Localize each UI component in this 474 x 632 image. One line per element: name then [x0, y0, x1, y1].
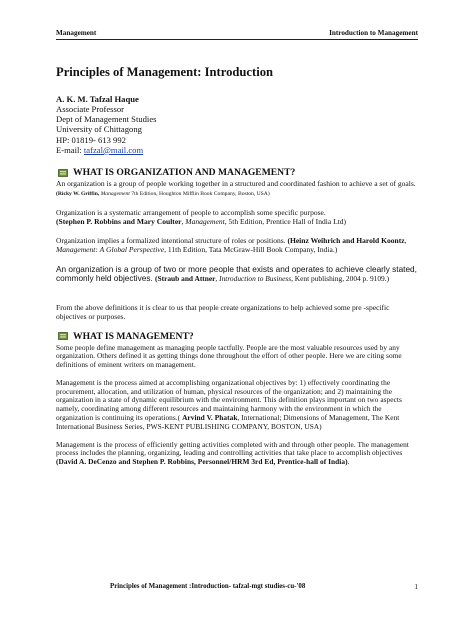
footer-text: Principles of Management :Introduction- tafzal-mgt studies-cu-'08 — [110, 583, 306, 590]
citation-rest: , 5th Edition, Prentice Hall of India Ltd) — [224, 216, 347, 226]
citation-rest: , International; Dimensions of Management, The Kent International Business Series, PWS-KENT PUBLISHING COMPANY, BOSTON, USA) — [56, 413, 400, 431]
paragraph-text: Management is the process aimed at accomplishing organizational objectives by: 1) effectively coordinating the procurement, allocation, and utilization of human, physical resources of the organization; and 2) maintaining the organization in a state of dynamic equilibrium with the environment. This definition plays important on two aspects namely, coordinating among different resources and maintaining harmony with the environment in which the organization is continuing its operations.( — [56, 377, 402, 423]
section-heading-management — [56, 331, 418, 342]
citation-rest: , 11th Edition, Tata McGraw-Hill Book Company, India.) — [164, 244, 338, 254]
author-email-line — [56, 145, 418, 155]
page-number: 1 — [414, 583, 418, 591]
citation-title: , Management: A Global Perspective — [56, 235, 407, 254]
citation-author: (Ricky W. Griffin, — [56, 190, 101, 197]
citation-author: (David A. DeCenzo and Stephen P. Robbins, Personnel/HRM 3rd Ed, Prentice-hall of India) — [56, 457, 348, 467]
paragraph-org-def-3 — [56, 237, 418, 255]
email-link[interactable]: tafzal@mail.com — [83, 144, 144, 155]
running-header-left: Management — [56, 29, 97, 37]
header-rule — [56, 39, 418, 40]
citation-author: Arvind V. Phatak — [182, 413, 238, 423]
author-position: Associate Professor — [56, 104, 125, 115]
paragraph-text: An organization is a group of two or more people that exists and operates to achieve clearly stated, commonly held objectives. — [56, 264, 417, 284]
paragraph-org-def-4 — [56, 265, 418, 284]
citation-author: (Heinz Weihrich and Harold Koontz — [287, 235, 405, 245]
paragraph-mgmt-intro: Some people define management as managing people tactfully. People are the most valuable resources used by any organization. Others defined it as getting things done throughout the effort of other people. Here we are citing some definitions of eminent writers on management. — [56, 342, 402, 370]
page-title: Principles of Management: Introduction — [56, 65, 273, 79]
citation-title: , Introduction to Business — [215, 274, 292, 284]
email-label: E-mail: — [56, 144, 84, 155]
paragraph-org-summary: From the above definitions it is clear to us that people create organizations to help achieved some pre -specific objectives or purposes. — [56, 302, 390, 321]
citation-title: , Management — [181, 216, 225, 226]
author-name: A. K. M. Tafzal Haque — [56, 93, 139, 104]
paragraph-text: An organization is a group of people working together in a structured and coordinated fashion to achieve a set of goals. — [56, 179, 416, 189]
citation-rest: , Kent publishing, 2004 p. 9109.) — [291, 274, 390, 284]
paragraph-end: . — [347, 457, 350, 467]
author-phone: HP: 01819- 613 992 — [56, 134, 126, 145]
running-header-right: Introduction to Management — [329, 29, 418, 37]
citation-title: Management — [100, 190, 130, 197]
citation-rest: th Edition, Houghton Mifflin Book Company, Boston, USA) — [134, 190, 270, 197]
citation-author: (Straub and Attner — [155, 274, 216, 284]
author-dept: Dept of Management Studies — [56, 114, 157, 125]
paragraph-org-def-2 — [56, 209, 418, 227]
paragraph-text: Organization is a systematic arrangement of people to accomplish some specific purpose. — [56, 207, 326, 217]
bullet-square-icon — [58, 169, 68, 177]
citation-edition: 7 — [129, 190, 135, 197]
section-heading-text: WHAT IS ORGANIZATION AND MANAGEMENT? — [73, 167, 296, 179]
bullet-square-icon — [58, 332, 68, 340]
paragraph-text: Management is the process of efficiently getting activities completed with and through other people. The management process includes the planning, organizing, leading and controlling activities that take place to accomplish objectives — [56, 439, 409, 458]
document-body — [56, 66, 418, 467]
paragraph-org-def-1 — [56, 180, 418, 199]
paragraph-mgmt-def-1 — [56, 379, 418, 432]
section-heading-organization — [56, 167, 418, 178]
paragraph-text: Organization implies a formalized intentional structure of roles or positions. — [56, 235, 288, 245]
citation-author: (Stephen P. Robbins and Mary Coulter — [56, 216, 182, 226]
author-university: University of Chittagong — [56, 124, 142, 135]
paragraph-mgmt-def-2 — [56, 441, 418, 467]
author-block — [56, 94, 418, 155]
section-heading-text: WHAT IS MANAGEMENT? — [73, 330, 194, 342]
